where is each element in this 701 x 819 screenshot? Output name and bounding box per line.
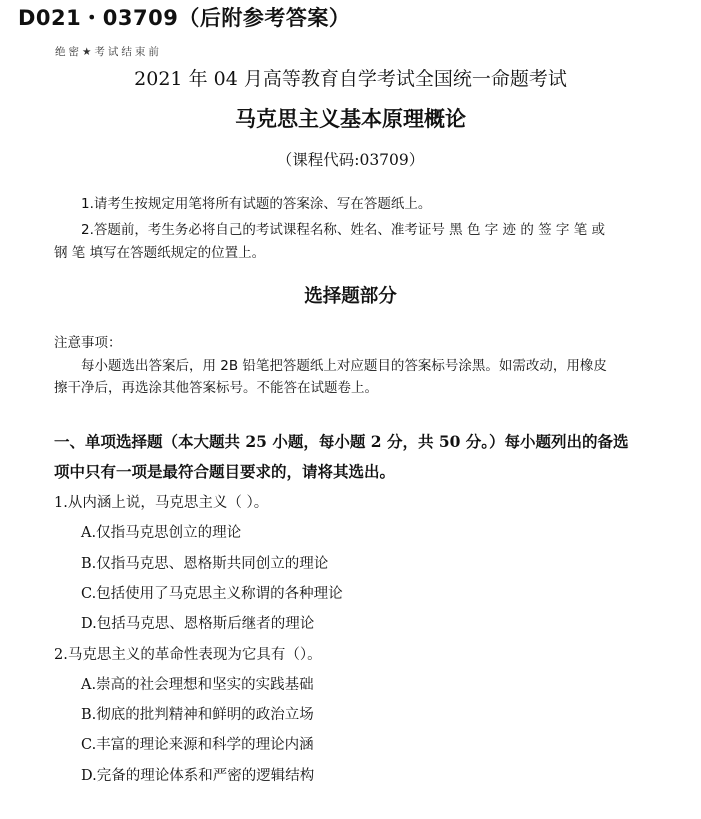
- question-2-stem: 2.马克思主义的革命性表现为它具有（）。: [54, 647, 322, 663]
- question-2-option-c: C.丰富的理论来源和科学的理论内涵: [81, 737, 314, 753]
- course-code: （课程代码:03709）: [276, 151, 425, 169]
- question-2-option-b: B.彻底的批判精神和鲜明的政治立场: [81, 707, 314, 723]
- exam-title: 2021 年 04 月高等教育自学考试全国统一命题考试: [134, 68, 567, 90]
- question-1-option-d: D.包括马克思、恩格斯后继者的理论: [81, 616, 315, 632]
- course-title: 马克思主义基本原理概论: [235, 107, 466, 131]
- part-one-heading-line-1: 一、单项选择题（本大题共 25 小题，每小题 2 分，共 50 分。）每小题列出的备选: [54, 432, 629, 451]
- question-1-stem: 1.从内涵上说，马克思主义（ ）。: [54, 495, 269, 511]
- notice-line-1: 每小题选出答案后，用 2B 铅笔把答题纸上对应题目的答案标号涂黑。如需改动，用橡皮: [81, 358, 607, 374]
- section-title: 选择题部分: [304, 286, 397, 307]
- question-2-option-d: D.完备的理论体系和严密的逻辑结构: [81, 768, 315, 784]
- document-code: D021・03709（后附参考答案）: [18, 6, 351, 30]
- question-2-option-a: A.崇高的社会理想和坚实的实践基础: [81, 677, 314, 693]
- instruction-line-1: 1.请考生按规定用笔将所有试题的答案涂、写在答题纸上。: [81, 196, 432, 212]
- confidential-mark: 绝密★考试结束前: [55, 46, 162, 58]
- notice-label: 注意事项：: [54, 335, 122, 351]
- notice-line-2: 擦干净后，再选涂其他答案标号。不能答在试题卷上。: [54, 380, 378, 396]
- question-1-option-c: C.包括使用了马克思主义称谓的各种理论: [81, 586, 343, 602]
- instruction-line-3: 钢 笔 填写在答题纸规定的位置上。: [54, 245, 266, 261]
- instruction-line-2: 2.答题前，考生务必将自己的考试课程名称、姓名、准考证号 黑 色 字 迹 的 签 字 笔 或: [81, 222, 606, 238]
- question-1-option-b: B.仅指马克思、恩格斯共同创立的理论: [81, 556, 329, 572]
- part-one-heading-line-2: 项中只有一项是最符合题目要求的，请将其选出。: [54, 462, 396, 481]
- question-1-option-a: A.仅指马克思创立的理论: [81, 525, 242, 541]
